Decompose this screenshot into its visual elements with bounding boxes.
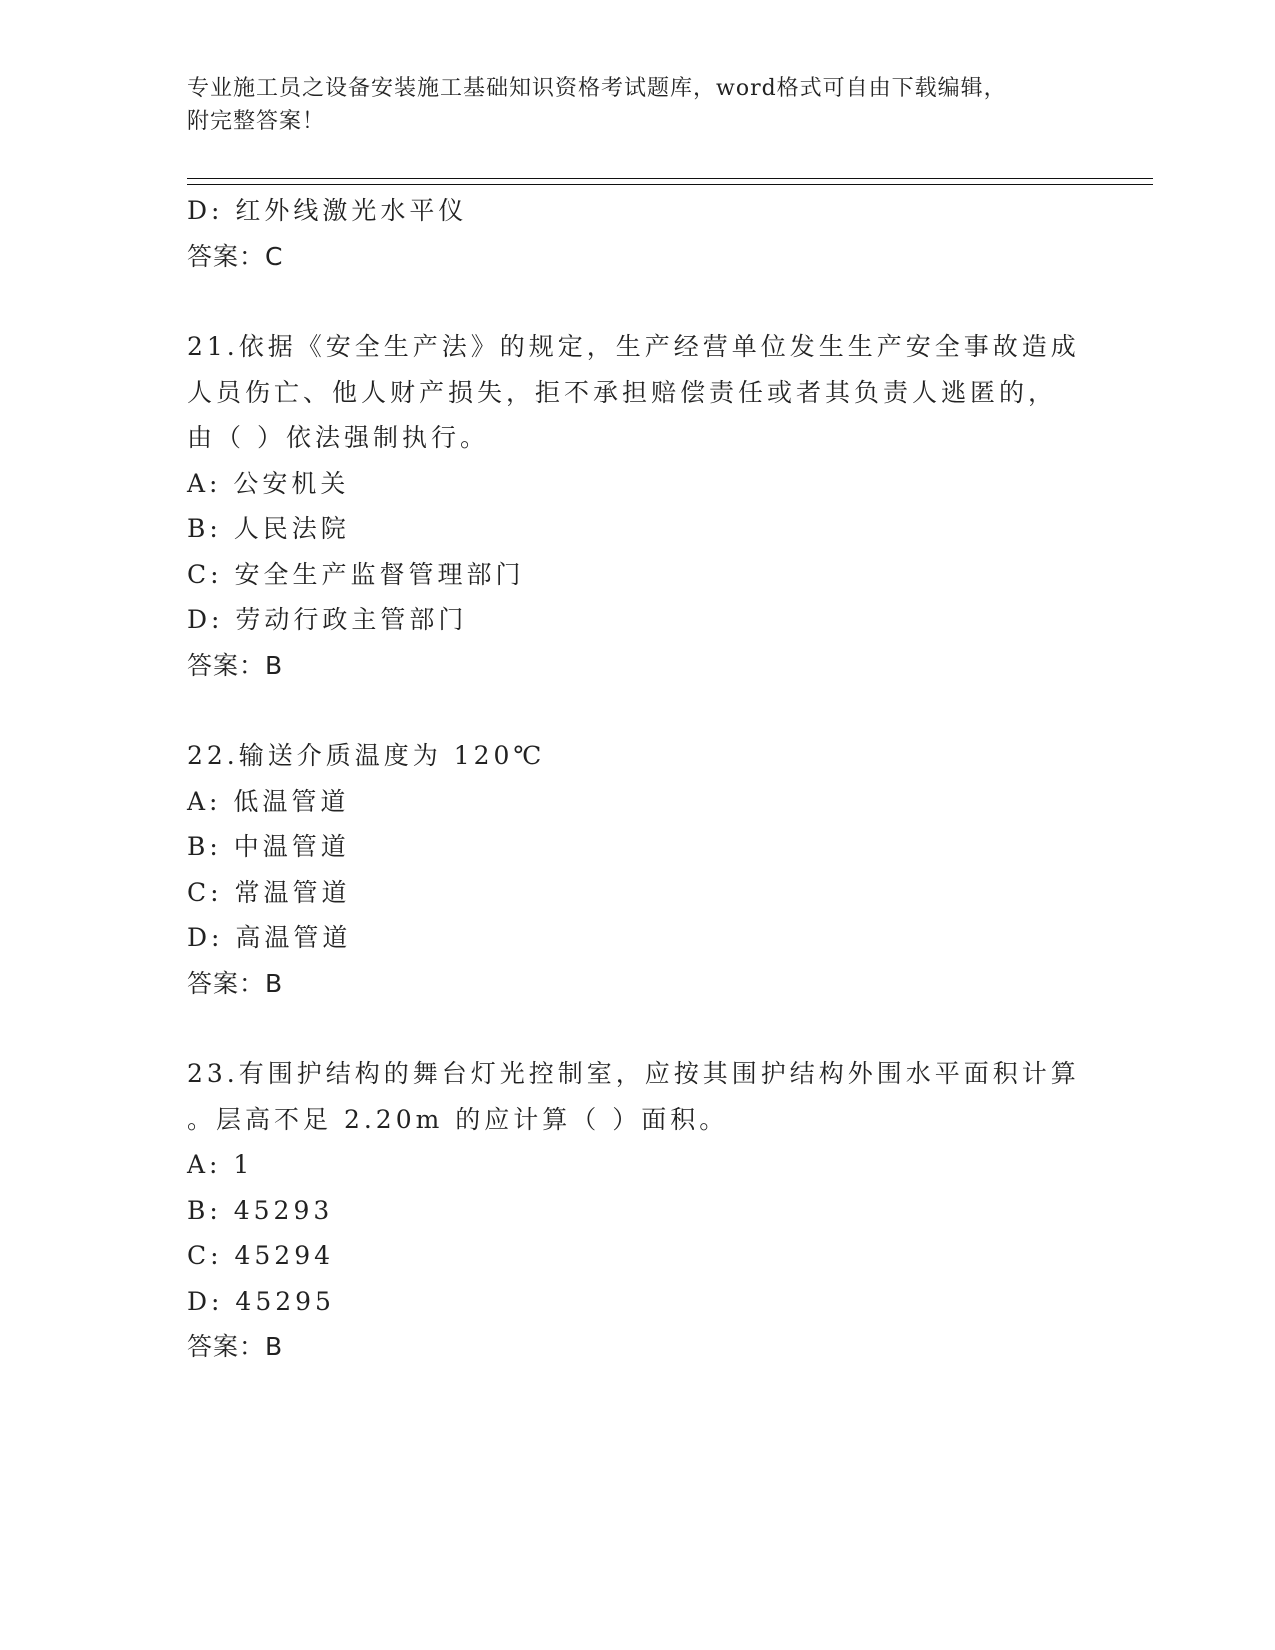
- q22-option-a: A: 低温管道: [187, 786, 350, 816]
- q21-stem-line2: 人员伤亡、他人财产损失，拒不承担赔偿责任或者其负责人逃匿的，: [187, 377, 1058, 407]
- q22-option-d: D: 高温管道: [187, 923, 352, 952]
- q21-option-b: B: 人民法院: [187, 514, 350, 543]
- q23-option-c: C: 45294: [187, 1241, 335, 1270]
- q21-option-a: A: 公安机关: [187, 468, 350, 498]
- q21-answer: 答案：B: [187, 650, 284, 680]
- q22-option-b: B: 中温管道: [187, 832, 350, 861]
- question-22: [187, 733, 1107, 1006]
- q23-option-d: D: 45295: [187, 1286, 335, 1316]
- q23-option-a: A: 1: [187, 1150, 254, 1179]
- q21-option-d: D: 劳动行政主管部门: [187, 605, 468, 634]
- document-header: [187, 72, 1067, 138]
- q22-stem-line1: 22.输送介质温度为 120℃: [187, 741, 546, 770]
- question-21: [187, 324, 1107, 688]
- q22-option-c: C: 常温管道: [187, 877, 351, 907]
- q21-stem-line1: 21.依据《安全生产法》的规定，生产经营单位发生生产安全事故造成: [187, 332, 1080, 361]
- question-20: [187, 188, 1107, 279]
- q23-answer: 答案：B: [187, 1332, 284, 1361]
- q23-stem-line2: 。层高不足 2.20m 的应计算（ ）面积。: [187, 1104, 729, 1134]
- q20-answer: 答案：C: [187, 241, 284, 271]
- q23-option-b: B: 45293: [187, 1195, 334, 1225]
- question-content: [187, 188, 1107, 1370]
- q22-answer: 答案：B: [187, 968, 284, 998]
- q21-stem-line3: 由（ ）依法强制执行。: [187, 423, 489, 452]
- question-23: [187, 1051, 1107, 1370]
- header-title-line2: 附完整答案！: [187, 109, 326, 134]
- header-title-line1: 专业施工员之设备安装施工基础知识资格考试题库，word格式可自由下载编辑，: [187, 76, 1007, 101]
- q21-option-c: C: 安全生产监督管理部门: [187, 559, 525, 589]
- q23-stem-line1: 23.有围护结构的舞台灯光控制室，应按其围护结构外围水平面积计算: [187, 1059, 1080, 1088]
- header-double-rule: [187, 178, 1153, 185]
- q20-option-d: D: 红外线激光水平仪: [187, 196, 468, 225]
